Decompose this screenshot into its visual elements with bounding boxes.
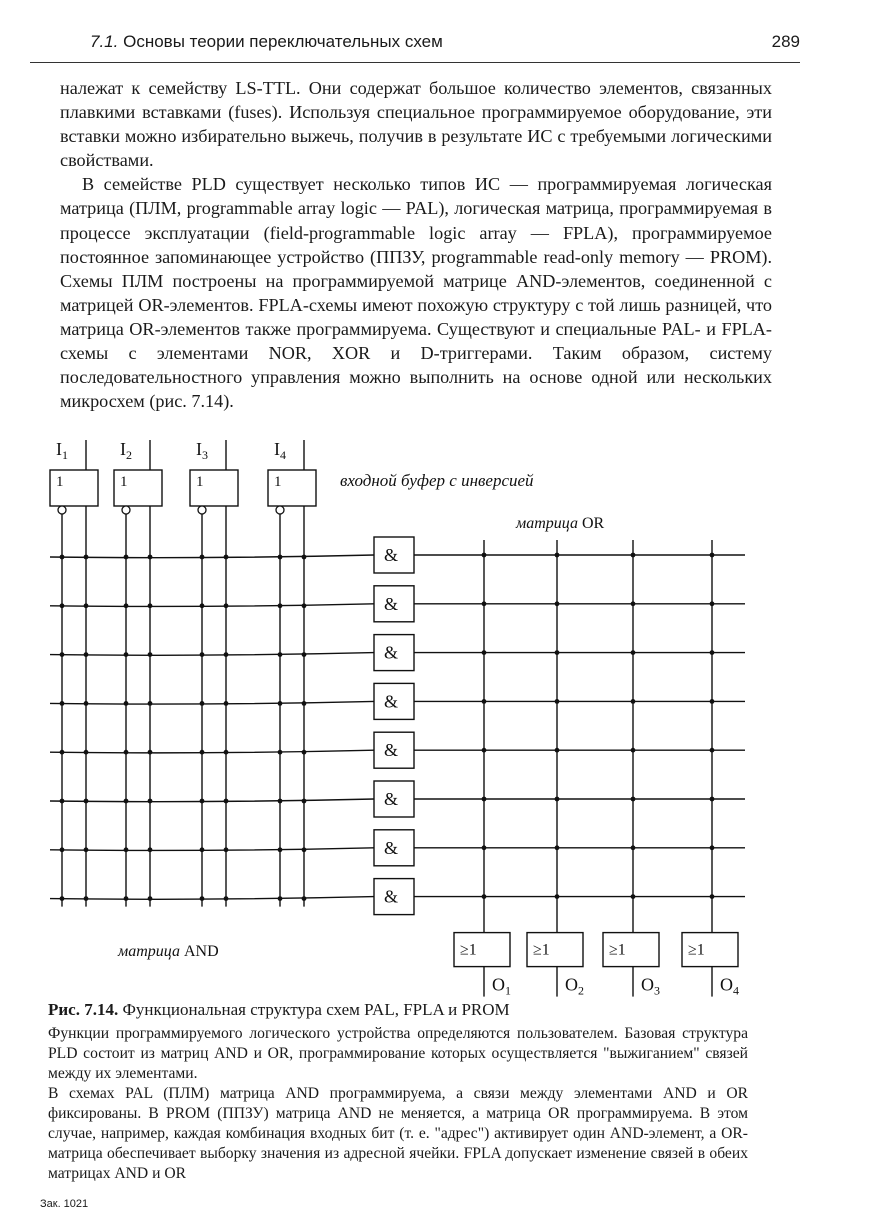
and-fuse-node [60,750,65,755]
and-fuse-node [302,652,307,657]
and-fuse-node [200,603,205,608]
or-fuse-node [710,797,715,802]
or-symbol: ≥1 [533,941,550,959]
and-fuse-node [60,701,65,706]
and-fuse-node [60,603,65,608]
and-fuse-node [60,799,65,804]
and-symbol: & [384,789,399,809]
or-fuse-node [710,699,715,704]
inversion-bubble [276,506,284,514]
or-fuse-node [482,699,487,704]
or-matrix-label: матрица OR [516,515,605,532]
inversion-bubble [122,506,130,514]
output-label: $O_1$ [492,974,511,998]
inversion-bubble [58,506,66,514]
and-fuse-node [60,555,65,560]
and-fuse-node [148,603,153,608]
buffer-symbol: 1 [196,474,204,490]
and-fuse-node [148,750,153,755]
and-fuse-node [302,701,307,706]
and-fuse-node [148,896,153,901]
and-symbol: & [384,886,399,907]
and-fuse-node [224,847,229,852]
and-matrix-row [50,897,374,900]
and-fuse-node [84,847,89,852]
and-fuse-node [278,750,283,755]
or-fuse-node [631,845,636,850]
and-matrix-row [50,701,374,704]
pld-structure-figure [0,430,885,1000]
chapter-title: Основы теории переключательных схем [123,32,443,51]
or-fuse-node [482,894,487,899]
caption-text: Функции программируемого логического устройства определяются пользователем. Базовая структура PLD состоит из матриц AND и OR, программирование которых осуществляется "выжиганием" связей между их элементами. [48,1025,748,1082]
or-fuse-node [631,553,636,558]
input-label: $I_1$ [56,439,68,462]
and-fuse-node [278,652,283,657]
buffer-symbol: 1 [120,474,128,490]
or-fuse-node [555,699,560,704]
and-fuse-node [84,603,89,608]
and-fuse-node [124,799,129,804]
and-fuse-node [302,799,307,804]
buffer-symbol: 1 [56,474,64,490]
and-symbol: & [384,545,399,565]
and-fuse-node [60,847,65,852]
or-fuse-node [710,650,715,655]
and-fuse-node [278,847,283,852]
figure-label: Рис. 7.14. [48,1000,119,1019]
and-fuse-node [200,799,205,804]
and-fuse-node [200,896,205,901]
buffer-label: входной буфер с инверсией [340,471,534,490]
and-fuse-node [60,652,65,657]
paragraph: В семействе PLD существует несколько типов ИС — программируемая логическая матрица (ПЛМ, programmable array logic — PAL), логическая матрица, программируемая в процессе эксплуатации (field-programmable logic array — FPLA), программируемое постоянное запоминающее устройство (ППЗУ, programmable read-only memory — PROM). Схемы ПЛМ построены на программируемой матрице AND-элементов, соединенной с матрицей OR-элементов. FPLA-схемы имеют похожую структуру с той лишь разницей, что матрица OR-элементов также программируема. Существуют и специальные PAL- и FPLA-схемы с элементами NOR, XOR и D-триггерами. Таким образом, систему последовательностного управления можно выполнить на основе одной или нескольких микросхем (рис. 7.14). [60,174,772,412]
and-fuse-node [124,896,129,901]
and-fuse-node [84,555,89,560]
and-fuse-node [224,750,229,755]
and-matrix-row [50,653,374,656]
and-fuse-node [200,701,205,706]
and-fuse-node [148,652,153,657]
or-fuse-node [555,894,560,899]
output-label: $O_3$ [641,974,660,998]
and-fuse-node [224,799,229,804]
and-fuse-node [148,701,153,706]
print-mark: Зак. 1021 [40,1198,89,1210]
and-fuse-node [224,896,229,901]
or-fuse-node [631,894,636,899]
and-fuse-node [278,555,283,560]
and-fuse-node [124,652,129,657]
and-fuse-node [278,603,283,608]
or-fuse-node [710,894,715,899]
or-fuse-node [482,650,487,655]
and-symbol: & [384,837,399,858]
inversion-bubble [198,506,206,514]
output-label: $O_2$ [565,974,584,998]
input-label: $I_4$ [274,439,286,462]
and-fuse-node [224,603,229,608]
running-head [90,32,443,52]
and-matrix-row [50,750,374,753]
and-fuse-node [224,555,229,560]
or-symbol: ≥1 [460,941,477,959]
or-fuse-node [555,601,560,606]
or-fuse-node [482,601,487,606]
and-fuse-node [84,701,89,706]
and-fuse-node [60,896,65,901]
output-label: $O_4$ [720,974,739,998]
figure-caption [48,1000,748,1184]
and-symbol: & [384,691,399,712]
and-fuse-node [278,799,283,804]
or-fuse-node [482,553,487,558]
and-fuse-node [124,750,129,755]
and-matrix-label: матрица AND [118,943,219,960]
or-fuse-node [555,748,560,753]
or-fuse-node [482,797,487,802]
and-matrix-row [50,604,374,607]
and-fuse-node [224,701,229,706]
and-fuse-node [200,555,205,560]
and-fuse-node [302,750,307,755]
and-symbol: & [384,642,399,663]
and-fuse-node [84,652,89,657]
buffer-symbol: 1 [274,474,282,490]
or-fuse-node [555,845,560,850]
and-matrix-row [50,799,374,802]
input-label: $I_2$ [120,439,132,462]
and-fuse-node [302,555,307,560]
and-fuse-node [124,847,129,852]
caption-title [48,1000,748,1020]
and-fuse-node [278,701,283,706]
and-fuse-node [124,701,129,706]
paragraph: належат к семейству LS-TTL. Они содержат большое количество элементов, связанных плавкими вставками (fuses). Используя специальное программируемое оборудование, эти вставки можно избирательно выжечь, получив в результате ИС с требуемыми логическими свойствами. [60,78,772,171]
or-fuse-node [555,650,560,655]
or-fuse-node [631,699,636,704]
input-label: $I_3$ [196,439,208,462]
and-matrix-row [50,555,374,558]
and-fuse-node [124,555,129,560]
and-fuse-node [200,652,205,657]
and-fuse-node [224,652,229,657]
or-fuse-node [631,797,636,802]
or-fuse-node [710,845,715,850]
and-matrix-row [50,848,374,851]
page-header [30,22,800,63]
and-fuse-node [148,555,153,560]
or-fuse-node [631,650,636,655]
and-fuse-node [302,896,307,901]
and-fuse-node [124,603,129,608]
or-fuse-node [482,845,487,850]
or-symbol: ≥1 [609,941,626,959]
caption-text: В схемах PAL (ПЛМ) матрица AND программируема, а связи между элементами AND и OR фиксированы. В PROM (ППЗУ) матрица AND не меняется, а матрица OR программируема. В этом случае, например, каждая комбинация входных бит (т. е. "адрес") активирует один AND-элемент, а OR-матрица обеспечивает выборку значения из адресной ячейки. FPLA допускает изменение связей в обеих матрицах AND и OR [48,1085,748,1182]
or-fuse-node [710,553,715,558]
and-fuse-node [84,750,89,755]
and-fuse-node [84,896,89,901]
or-fuse-node [555,553,560,558]
page-number: 289 [771,32,800,51]
and-fuse-node [148,799,153,804]
and-symbol: & [384,740,399,761]
and-fuse-node [278,896,283,901]
or-fuse-node [555,797,560,802]
and-fuse-node [302,603,307,608]
body-text [60,76,772,413]
or-symbol: ≥1 [688,941,705,959]
and-fuse-node [148,847,153,852]
and-fuse-node [302,847,307,852]
and-fuse-node [200,847,205,852]
chapter-number: 7.1. [90,32,119,51]
and-fuse-node [84,799,89,804]
or-fuse-node [710,748,715,753]
and-symbol: & [384,593,399,614]
figure-title: Функциональная структура схем PAL, FPLA и PROM [122,1000,510,1019]
and-fuse-node [200,750,205,755]
or-fuse-node [482,748,487,753]
or-fuse-node [631,748,636,753]
or-fuse-node [631,601,636,606]
or-fuse-node [710,601,715,606]
